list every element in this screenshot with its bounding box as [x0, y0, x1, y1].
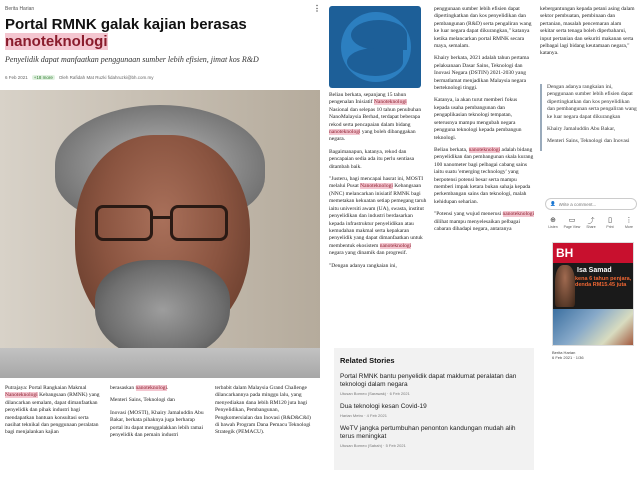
cover-masthead: BH [553, 243, 634, 263]
newspaper-cover-thumbnail[interactable] [552, 242, 634, 346]
keyword-highlight: nanoteknologi [502, 211, 535, 218]
listen-button[interactable]: ⊕ Listen [548, 216, 558, 229]
listen-icon: ⊕ [550, 216, 556, 224]
article-title: Portal RMNK galak kajian berasas nanoteknologi [5, 16, 247, 50]
share-button[interactable]: ⤴ Share [586, 217, 596, 229]
keyword-highlight: Nanoteknologi [5, 392, 38, 399]
body-column-4: Beliau berkata, sepanjang 15 tahun pengenalan Inisiatif Nanoteknologi Nasional dan selepas 10 tahun penubuhan NanoMalaysia Berhad, terdapat beberapa rekod serta pencapaian dalam bidang nanoteknologi yang boleh dibanggakan negara. Bagaimanapun, katanya, rekod dan pencapaian sedia ada itu perlu sentiasa ditambah baik. "Justeru, bagi mencapai hasrat ini, MOSTI melalui Pusat Nanoteknologi Kebangsaan (NNC) melancarkan inisiatif RMNK bagi memetakan kekuatan setiap pemegang taruh iaitu universiti awam (UA), swasta, institut penyelidikan dan industri berdasarkan kepada infrastruktur penyelidikan atau kemudahan makmal serta kepakaran penyelidik yang dapat dimanfaatkan untuk membentuk ekosistem nanoteknologi negara yang dinamik dan progresif. "Dengan adanya rangkaian ini, [327, 0, 427, 479]
user-avatar-icon: 👤 [550, 201, 556, 206]
page-view-button[interactable]: ▭ Page View [563, 216, 581, 229]
related-story-item[interactable]: WeTV jangka pertumbuhan penonton kandungan mudah alih terus meningkat Utusan Borneo (Sabah) · 5 Feb 2021 [340, 425, 516, 448]
article-body-columns [5, 385, 317, 444]
keyword-highlight: nanoteknologi [135, 385, 167, 391]
more-badge[interactable]: +18 more [33, 75, 53, 80]
quote-author: Khairy Jamaluddin Abu Bakar, [547, 126, 616, 133]
comment-box[interactable] [545, 198, 637, 210]
nnc-logo [329, 6, 421, 88]
body-column-2: berasaskan nanoteknologi. Menteri Sains, Teknologi dan Inovasi (MOSTI), Khairy Jamaluddin Abu Bakar, berkata pihaknya juga berharap portal itu dapat menggalakkan lebih ramai penyelidik dan pemain industri [110, 385, 204, 439]
byline: Oleh Rafidah Mat Ruzki fidahruzki@bh.com.my [58, 75, 154, 80]
related-stories [334, 348, 534, 470]
related-story-item[interactable]: Dua teknologi kesan Covid-19 Harian Metro · 4 Feb 2021 [340, 403, 427, 418]
article-date: 6 Feb 2021 [5, 75, 28, 80]
body-column-5: penggunaan sumber lebih efisien dapat dipertingkatkan dan kos penyelidikan dan pembangunan (R&D) serta pengaliran wang ke luar negara dapat dikurangkan," katanya ketika melancarkan portal RMNK secara maya, semalam. Khairy berkata, 2021 adalah tahun pertama pelaksanaan Dasar Sains, Teknologi dan Inovasi Negara (DSTIN) 2021-2030 yang bermatlamat menjadikan Malaysia negara berteknologi tinggi. Katanya, ia akan turut memberi fokus kepada usaha pembangunan dan pengaplikasian teknologi tempatan, seterusnya mampu mengubah negara pengguna teknologi kepada pembangun teknologi. Beliau berkata, nanoteknologi adalah bidang penyelidikan dan pembangunan skala kurang 100 nanometer bagi pelbagai cabang sains iaitu suatu 'emerging technology' yang berpotensi potensi besar serta mampu memberi impak ketara bukan sahaja kepada perkembangan sains dan teknologi, malah kehidupan seharian. "Potensi yang wujud menerusi nanoteknologi dilihat mampu menyelesaikan pelbagai cabaran dihadapi negara, antaranya [434, 6, 535, 232]
comment-input[interactable] [559, 202, 629, 207]
cover-caption: Berita Harian 6 Feb 2021 · 1/36 [552, 350, 584, 360]
related-story-item[interactable]: Portal RMNK bantu penyelidik dapat maklumat peralatan dan teknologi dalam negara Utusan Borneo (Sarawak) · 6 Feb 2021 [340, 373, 517, 396]
share-icon: ⤴ [587, 217, 595, 225]
keyword-highlight: Nanoteknologi [373, 99, 407, 106]
related-heading: Related Stories [340, 356, 395, 365]
quote-role: Menteri Sains, Teknologi dan Inovasi [547, 138, 630, 145]
page-view-icon: ▭ [568, 216, 576, 224]
print-button[interactable]: ▯ Print [606, 216, 614, 229]
keyword-highlight: nanoteknologi [329, 129, 361, 136]
body-column-3: terbabit dalam Malaysia Grand Challenge dilancarkannya pada minggu lalu, yang menyediakan dana lebih RM120 juta bagi Penyelidikan, Pembangunan, Pengkomersialan dan Inovasi (R&D&C&I) di bawah Program Dana Pemacu Teknologi Strategik (PEMACU). [215, 385, 311, 436]
keyword-highlight: Nanoteknologi [360, 183, 393, 190]
body-column-1: Putrajaya: Portal Rangkaian Makmal Nanoteknologi Kebangsaan (RMNK) yang dilancarkan semalam, dapat dimanfaatkan penyelidik dan pihak industri bagi mendapatkan bantuan konsultasi serta nasihat teknikal dan penggunaan peralatan bagi menjalankan kajian [5, 385, 100, 436]
print-icon: ▯ [608, 216, 612, 224]
body-column-6: kebergantungan kepada petani asing dalam sektor pembuatan, pembinaan dan pertanian, masalah pencemaran alam sekitar serta tenaga boleh diperbaharui, input pertanian dan sekuriti makanan serta pelbagai lagi bidang keutamaan negara," katanya. [540, 6, 635, 57]
article-toolbar [544, 216, 638, 229]
article-photo [0, 90, 320, 378]
title-highlight: nanoteknologi [5, 33, 108, 50]
keyword-highlight: nanoteknologi [379, 242, 412, 249]
cover-subheadline: kena 6 tahun penjara, denda RM15.45 juta [575, 276, 632, 288]
publication-name: Berita Harian [5, 6, 35, 12]
article-meta [5, 75, 154, 80]
cover-headline: Isa Samad [577, 267, 612, 274]
more-options-icon[interactable]: ⋮ [313, 4, 321, 13]
article-subtitle: Penyelidik dapat manfaatkan penggunaan sumber lebih efisien, jimat kos R&D [5, 55, 259, 64]
more-button[interactable]: ⋮ More [625, 216, 633, 229]
keyword-highlight: nanoteknologi [468, 146, 501, 153]
pull-quote: Dengan adanya rangkaian ini, penggunaan sumber lebih efisien dapat dipertingkatkan dan kos penyelidikan dan pembangunan serta pengaliran wang ke luar negara dapat dikurangkan Khairy Jamaluddin Abu Bakar, Menteri Sains, Teknologi dan Inovasi [540, 84, 638, 151]
sidebar-column [540, 0, 640, 479]
more-icon: ⋮ [625, 216, 633, 224]
